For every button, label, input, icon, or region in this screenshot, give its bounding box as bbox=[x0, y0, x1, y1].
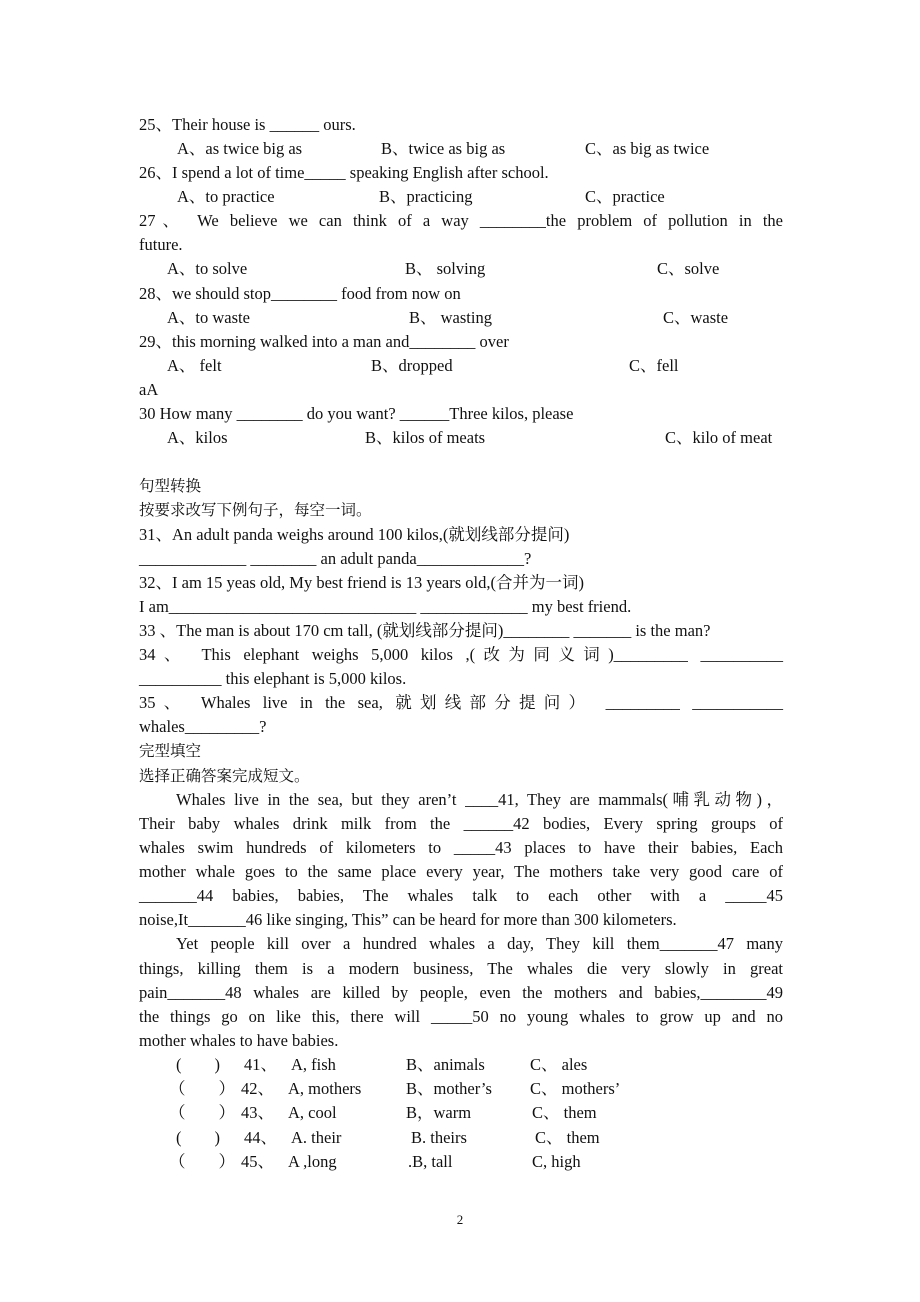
question-26-option-a: A、to practice bbox=[177, 187, 275, 206]
choice-option-c: C, high bbox=[532, 1152, 581, 1171]
choice-option-c: C、 them bbox=[535, 1128, 600, 1147]
section-instruction-cloze: 选择正确答案完成短文。 bbox=[139, 767, 310, 785]
passage-line: _______44 babies, babies, The whales talk to each other with a _____45 bbox=[139, 886, 783, 905]
question-27-option-b: B、 solving bbox=[405, 259, 486, 278]
passage-line: pain_______48 whales are killed by people, even the mothers and babies,________49 bbox=[139, 983, 783, 1002]
page-number: 2 bbox=[456, 1212, 464, 1227]
question-29-extra: aA bbox=[139, 380, 159, 399]
question-28-option-a: A、to waste bbox=[167, 308, 250, 327]
answer-paren: （ ） bbox=[169, 1152, 235, 1171]
question-28-option-b: B、 wasting bbox=[409, 308, 492, 327]
choice-option-b: B，warm bbox=[406, 1103, 472, 1122]
section-title-sentence-transformation: 句型转换 bbox=[139, 477, 202, 495]
question-25-option-c: C、as big as twice bbox=[585, 139, 710, 158]
choice-number: 45、 bbox=[241, 1152, 274, 1171]
choice-number: 44、 bbox=[244, 1128, 277, 1147]
answer-paren: （ ） bbox=[169, 1103, 235, 1122]
question-34-blanks: __________ this elephant is 5,000 kilos. bbox=[139, 669, 407, 688]
question-30-stem: 30 How many ________ do you want? ______Three kilos, please bbox=[139, 404, 574, 423]
choice-option-b: .B, tall bbox=[408, 1152, 453, 1171]
question-27-stem: 27、 We believe we can think of a way ________the problem of pollution in the bbox=[139, 211, 783, 230]
section-title-cloze: 完型填空 bbox=[139, 742, 202, 760]
choice-option-a: A, fish bbox=[291, 1055, 336, 1074]
choice-number: 41、 bbox=[244, 1055, 277, 1074]
question-34-stem: 34、 This elephant weighs 5,000 kilos ,(改为同义词)_________ __________ bbox=[139, 645, 783, 664]
passage-line: the things go on like this, there will _____50 no young whales to grow up and no bbox=[139, 1007, 783, 1026]
question-29-option-c: C、fell bbox=[629, 356, 679, 375]
choice-option-c: C、 them bbox=[532, 1103, 597, 1122]
passage-line: whales swim hundreds of kilometers to _____43 places to have their babies, Each bbox=[139, 838, 783, 857]
question-26-option-b: B、practicing bbox=[379, 187, 473, 206]
choice-number: 43、 bbox=[241, 1103, 274, 1122]
question-31-stem: 31、An adult panda weighs around 100 kilos,(就划线部分提问) bbox=[139, 525, 570, 544]
question-29-stem: 29、this morning walked into a man and________ over bbox=[139, 332, 509, 351]
question-30-option-c: C、kilo of meat bbox=[665, 428, 773, 447]
question-27-stem-continued: future. bbox=[139, 235, 183, 254]
choice-option-c: C、 mothers’ bbox=[530, 1079, 621, 1098]
question-28-stem: 28、we should stop________ food from now on bbox=[139, 284, 461, 303]
question-28-option-c: C、waste bbox=[663, 308, 729, 327]
answer-paren: （ ） bbox=[169, 1079, 235, 1098]
question-29-option-b: B、dropped bbox=[371, 356, 453, 375]
passage-line: noise,It_______46 like singing, This” can be heard for more than 300 kilometers. bbox=[139, 910, 677, 929]
passage-line: mother whales to have babies. bbox=[139, 1031, 339, 1050]
choice-option-c: C、 ales bbox=[530, 1055, 588, 1074]
question-35-stem: 35、 Whales live in the sea, 就划线部分提问） _________ ___________ bbox=[139, 693, 783, 712]
choice-number: 42、 bbox=[241, 1079, 274, 1098]
choice-option-b: B、animals bbox=[406, 1055, 485, 1074]
answer-paren: ( ) bbox=[176, 1128, 220, 1147]
passage-line: Yet people kill over a hundred whales a day, They kill them_______47 many bbox=[176, 934, 783, 953]
question-30-option-b: B、kilos of meats bbox=[365, 428, 486, 447]
question-33-stem: 33 、The man is about 170 cm tall, (就划线部分提问)________ _______ is the man? bbox=[139, 621, 711, 640]
answer-paren: ( ) bbox=[176, 1055, 220, 1074]
passage-line: Their baby whales drink milk from the ______42 bodies, Every spring groups of bbox=[139, 814, 783, 833]
question-25-stem: 25、Their house is ______ ours. bbox=[139, 115, 356, 134]
passage-line: things, killing them is a modern business, The whales die very slowly in great bbox=[139, 959, 783, 978]
question-32-stem: 32、I am 15 yeas old, My best friend is 13 years old,(合并为一词) bbox=[139, 573, 584, 592]
passage-line: mother whale goes to the same place every year, The mothers take very good care of bbox=[139, 862, 783, 881]
choice-option-b: B、mother’s bbox=[406, 1079, 492, 1098]
question-26-stem: 26、I spend a lot of time_____ speaking English after school. bbox=[139, 163, 549, 182]
question-26-option-c: C、practice bbox=[585, 187, 665, 206]
question-31-blanks: _____________ ________ an adult panda_____________? bbox=[139, 549, 532, 568]
question-35-blanks: whales_________? bbox=[139, 717, 267, 736]
choice-option-a: A, cool bbox=[288, 1103, 337, 1122]
choice-option-a: A, mothers bbox=[288, 1079, 362, 1098]
question-30-option-a: A、kilos bbox=[167, 428, 228, 447]
question-25-option-b: B、twice as big as bbox=[381, 139, 506, 158]
choice-option-b: B. theirs bbox=[411, 1128, 467, 1147]
choice-option-a: A. their bbox=[291, 1128, 342, 1147]
choice-option-a: A ,long bbox=[288, 1152, 337, 1171]
passage-line: Whales live in the sea, but they aren’t ____41, They are mammals(哺乳动物)， bbox=[176, 790, 783, 809]
question-27-option-a: A、to solve bbox=[167, 259, 248, 278]
section-instruction-sentence-transformation: 按要求改写下例句子，每空一词。 bbox=[139, 501, 372, 519]
question-29-option-a: A、 felt bbox=[167, 356, 222, 375]
question-32-blanks: I am______________________________ _____________ my best friend. bbox=[139, 597, 632, 616]
question-27-option-c: C、solve bbox=[657, 259, 720, 278]
question-25-option-a: A、as twice big as bbox=[177, 139, 303, 158]
